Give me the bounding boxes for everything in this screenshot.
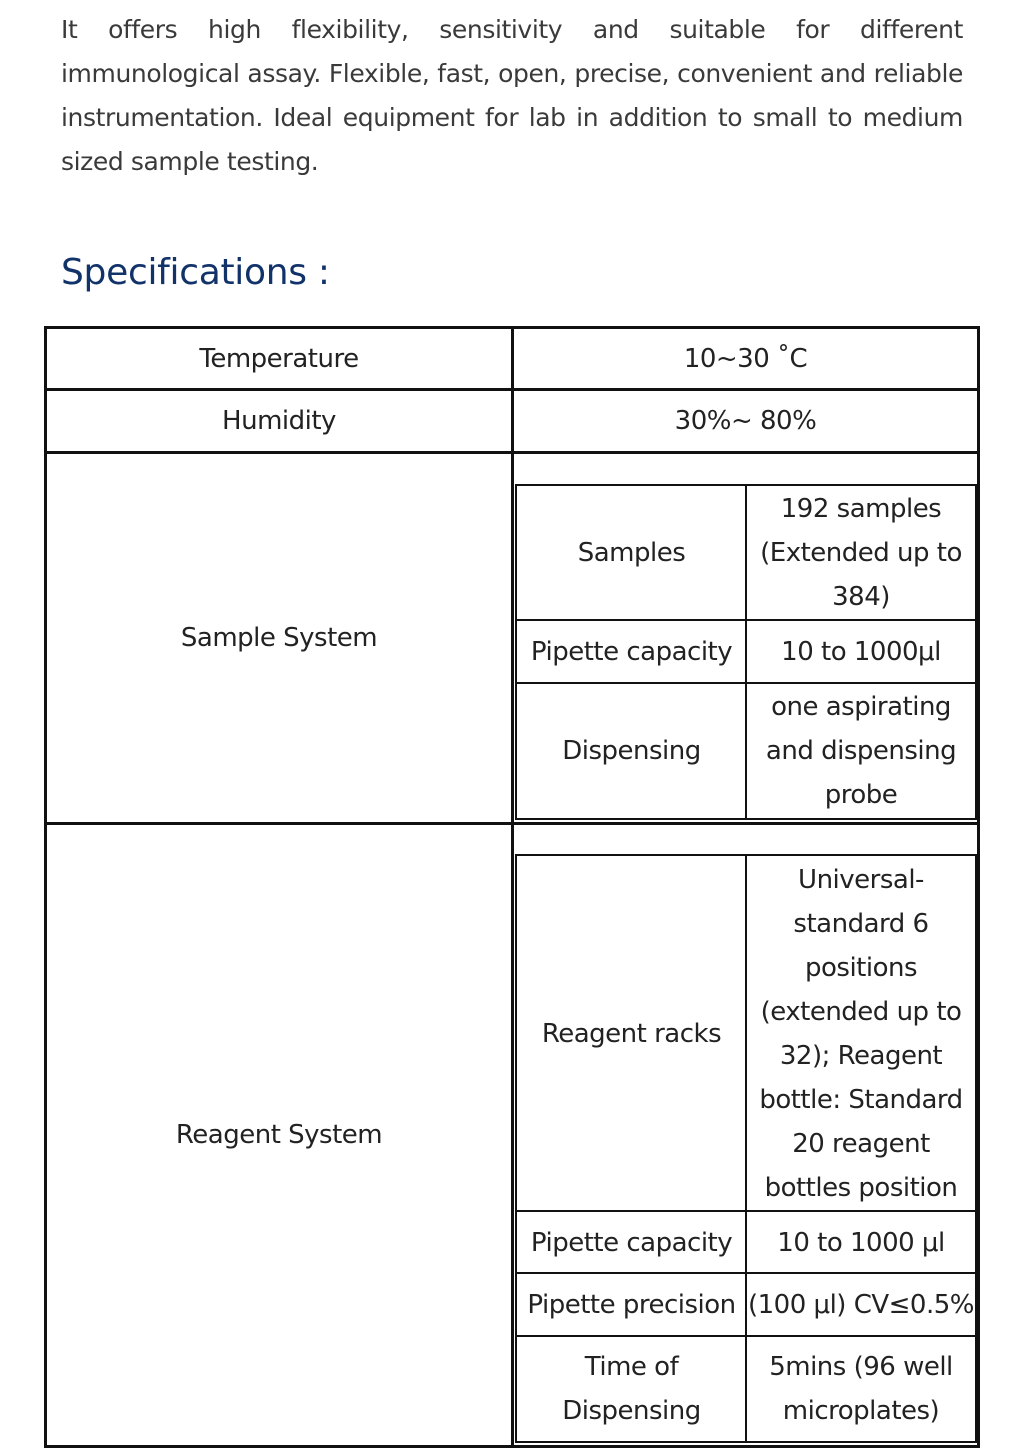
- reagent-pipette-capacity-value: 10 to 1000 μl: [777, 1227, 945, 1258]
- samples-label: Samples: [577, 537, 686, 568]
- reagent-racks-value-cell: [745, 854, 977, 1213]
- humidity-label: Humidity: [222, 406, 336, 436]
- reagent-pipette-capacity-label-cell: [515, 1210, 748, 1275]
- sample-pipette-capacity-value-cell: [745, 619, 977, 685]
- reagent-racks-label: Reagent racks: [541, 1018, 722, 1049]
- reagent-pipette-capacity-value-cell: [745, 1210, 977, 1275]
- dispensing-label: Dispensing: [562, 736, 701, 766]
- reagent-racks-value: Universal-standard 6 positions (extended up to 32); Reagent bottle: Standard 20 reagent bottles position: [759, 864, 963, 1203]
- pipette-precision-value-cell: [745, 1272, 977, 1338]
- pipette-precision-label: Pipette precision: [527, 1290, 736, 1320]
- dispensing-value-cell: [745, 682, 977, 820]
- sample-pipette-capacity-value: 10 to 1000μl: [781, 637, 941, 667]
- temperature-label: Temperature: [199, 343, 359, 374]
- sample-system-label: Sample System: [180, 623, 378, 653]
- reagent-system-label: Reagent System: [175, 1120, 383, 1150]
- samples-label-cell: [515, 484, 748, 621]
- reagent-system-label-cell: [44, 822, 514, 1448]
- sample-pipette-capacity-label: Pipette capacity: [530, 637, 733, 667]
- samples-value: 192 samples (Extended up to 384): [760, 493, 962, 612]
- dispensing-label-cell: [515, 682, 748, 820]
- humidity-value: 30%~ 80%: [674, 406, 817, 436]
- samples-value-cell: [745, 484, 977, 621]
- sample-pipette-capacity-label-cell: [515, 619, 748, 685]
- intro-paragraph: It offers high flexibility, sensitivity and suitable for different immunological assay. Flexible, fast, open, precise, convenient and reliable instrumentation. Ideal equipment for lab in addition to small to medium sized sample testing.: [61, 15, 963, 176]
- humidity-value-cell: [511, 388, 980, 454]
- temperature-value-cell: [511, 326, 980, 391]
- pipette-precision-value: (100 μl) CV≤0.5%: [748, 1290, 974, 1320]
- dispensing-value: one aspirating and dispensing probe: [765, 692, 957, 810]
- time-of-dispensing-value: 5mins (96 well microplates): [769, 1352, 953, 1426]
- sample-system-label-cell: [44, 451, 514, 825]
- temperature-label-cell: [44, 326, 514, 391]
- specifications-heading: Specifications :: [61, 252, 330, 293]
- pipette-precision-label-cell: [515, 1272, 748, 1338]
- humidity-label-cell: [44, 388, 514, 454]
- time-of-dispensing-label: Time of Dispensing: [562, 1352, 701, 1426]
- time-of-dispensing-value-cell: [745, 1335, 977, 1443]
- temperature-value: 10~30 ˚C: [683, 343, 808, 374]
- reagent-racks-label-cell: [515, 854, 748, 1213]
- time-of-dispensing-label-cell: [515, 1335, 748, 1443]
- reagent-pipette-capacity-label: Pipette capacity: [530, 1227, 733, 1258]
